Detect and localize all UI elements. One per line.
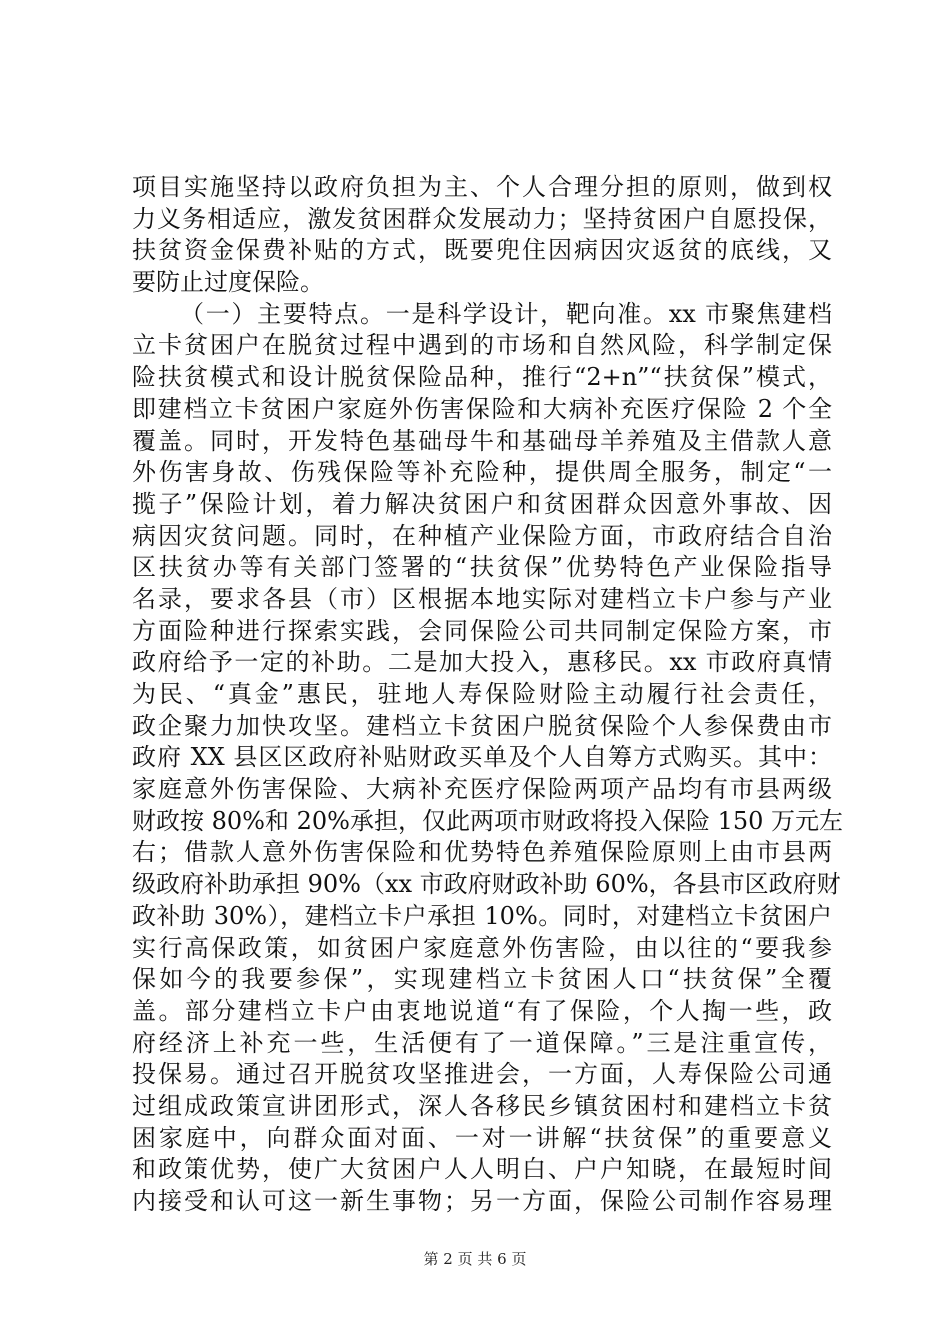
- text-line: 力义务相适应，激发贫困群众发展动力；坚持贫困户自愿投保，: [132, 204, 832, 233]
- text-line: 揽子”保险计划，着力解决贫困户和贫困群众因意外事故、因: [132, 489, 832, 518]
- text-line: 困家庭中，向群众面对面、一对一讲解“扶贫保”的重要意义: [132, 1123, 832, 1152]
- text-line: 府经济上补充一些，生活便有了一道保障。”三是注重宣传，: [132, 1028, 832, 1057]
- text-line: 过组成政策宣讲团形式，深人各移民乡镇贫困村和建档立卡贫: [132, 1091, 832, 1120]
- document-body: [132, 172, 844, 1218]
- text-line: 病因灾贫问题。同时，在种植产业保险方面，市政府结合自治: [132, 521, 832, 550]
- text-line: 政企聚力加快攻坚。建档立卡贫困户脱贫保险个人参保费由市: [132, 711, 832, 740]
- text-line: 保如今的我要参保”，实现建档立卡贫困人口“扶贫保”全覆: [132, 965, 832, 994]
- text-line: 右；借款人意外伤害保险和优势特色养殖保险原则上由市县两: [132, 838, 832, 867]
- text-line: 政府给予一定的补助。二是加大投入，惠移民。xx 市政府真情: [132, 648, 832, 677]
- text-line: 财政按 80%和 20%承担，仅此两项市财政将投入保险 150 万元左: [132, 806, 844, 835]
- paragraph-start-line: （一）主要特点。一是科学设计，靶向准。xx 市聚焦建档: [180, 299, 832, 328]
- text-line: 要防止过度保险。: [132, 268, 324, 297]
- text-line: 和政策优势，使广大贫困户人人明白、户户知晓，在最短时间: [132, 1155, 832, 1184]
- text-line: 项目实施坚持以政府负担为主、个人合理分担的原则，做到权: [132, 173, 832, 201]
- text-line: 家庭意外伤害保险、大病补充医疗保险两项产品均有市县两级: [132, 775, 832, 804]
- text-line: 外伤害身故、伤残保险等补充险种，提供周全服务，制定“一: [132, 458, 832, 487]
- text-line: 即建档立卡贫困户家庭外伤害保险和大病补充医疗保险 2 个全: [132, 394, 832, 423]
- text-line: 盖。部分建档立卡户由衷地说道“有了保险，个人掏一些，政: [132, 996, 832, 1025]
- text-line: 政补助 30%），建档立卡户承担 10%。同时，对建档立卡贫困户: [132, 901, 832, 930]
- text-line: 立卡贫困户在脱贫过程中遇到的市场和自然风险，科学制定保: [132, 331, 832, 360]
- text-line: 为民、“真金”惠民，驻地人寿保险财险主动履行社会责任，: [132, 680, 832, 708]
- text-line: 实行高保政策，如贫困户家庭意外伤害险，由以往的“要我参: [132, 933, 832, 962]
- page-number-footer: 第 2 页 共 6 页: [423, 1250, 527, 1268]
- text-line: 区扶贫办等有关部门签署的“扶贫保”优势特色产业保险指导: [132, 553, 832, 582]
- text-line: 方面险种进行探索实践，会同保险公司共同制定保险方案，市: [132, 616, 832, 645]
- text-line: 名录，要求各县（市）区根据本地实际对建档立卡户参与产业: [132, 584, 832, 613]
- text-line: 覆盖。同时，开发特色基础母牛和基础母羊养殖及主借款人意: [132, 426, 832, 455]
- text-line: 险扶贫模式和设计脱贫保险品种，推行“2+n”“扶贫保”模式，: [132, 363, 832, 392]
- text-line: 级政府补助承担 90%（xx 市政府财政补助 60%，各县市区政府财: [132, 870, 841, 899]
- text-line: 政府 XX 县区区政府补贴财政买单及个人自筹方式购买。其中：: [132, 743, 832, 772]
- text-line: 扶贫资金保费补贴的方式，既要兜住因病因灾返贫的底线，又: [132, 236, 832, 265]
- text-line: 内接受和认可这一新生事物；另一方面，保险公司制作容易理: [132, 1187, 832, 1215]
- text-line: 投保易。通过召开脱贫攻坚推进会，一方面，人寿保险公司通: [132, 1060, 832, 1089]
